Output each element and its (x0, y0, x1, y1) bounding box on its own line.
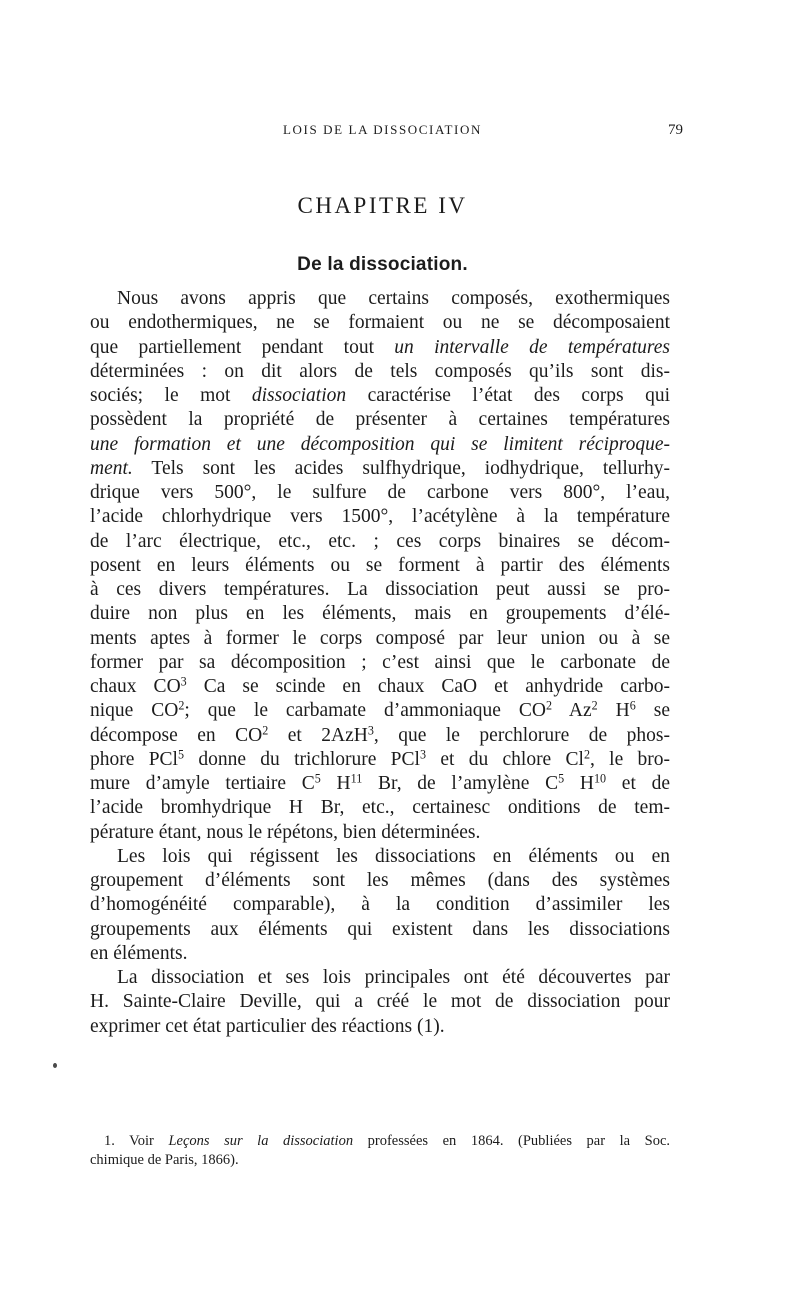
superscript: 3 (419, 747, 427, 762)
text-run: Nous avons appris que certains composés, exothermiques (117, 288, 670, 309)
text-run: 1. Voir (104, 1133, 169, 1149)
text-line (90, 990, 670, 1014)
text-run: que partiellement pendant tout (90, 336, 395, 358)
text-line (90, 918, 670, 942)
text-run: ou endothermiques, ne se formaient ou ne se décomposaient (90, 312, 670, 334)
text-run: se (635, 700, 670, 722)
text-line (90, 772, 670, 796)
text-run: possèdent la propriété de présenter à certaines températures (90, 409, 670, 431)
text-line (90, 821, 670, 845)
chapter-title: CHAPITRE IV (297, 193, 468, 218)
text-line (90, 627, 670, 651)
text-run: et du chlore Cl (426, 748, 584, 770)
text-run: déterminées : on dit alors de tels composés qu’ils sont dis- (90, 360, 670, 382)
text-run: professées en 1864. (Publiées par la Soc. (353, 1133, 670, 1149)
text-run: Ca se scinde en chaux CaO et anhydride carbo- (186, 676, 670, 697)
text-run: Az (552, 700, 592, 722)
text-line (90, 966, 670, 990)
text-run: pérature étant, nous le répétons, bien déterminées. (90, 821, 481, 843)
text-line (90, 893, 670, 917)
italic-text: une formation et une décomposition qui se limitent réciproque- (90, 433, 670, 455)
text-line (90, 796, 670, 820)
superscript: 5 (314, 771, 321, 786)
text-line (90, 530, 670, 554)
superscript: 2 (178, 698, 185, 713)
body-text (90, 287, 670, 1039)
text-line (90, 408, 670, 432)
text-run: H (564, 773, 594, 794)
text-line (90, 1132, 670, 1151)
superscript: 2 (545, 698, 553, 713)
text-run: d’homogénéité comparable), à la condition d’assimiler les (90, 894, 670, 916)
text-run: former par sa décomposition ; c’est ainsi que le carbonate de (90, 651, 670, 673)
text-run: Tels sont les acides sulfhydrique, iodhydrique, tellurhy- (132, 457, 670, 479)
text-run: duire non plus en les éléments, mais en groupements d’élé- (90, 603, 670, 625)
text-run: et 2AzH (268, 724, 368, 746)
text-run: posent en leurs éléments ou se forment à partir des éléments (90, 554, 670, 576)
text-line (90, 481, 670, 505)
text-line (90, 724, 670, 748)
footnote (90, 1132, 670, 1170)
text-run: , que le perchlorure de phos- (373, 724, 670, 746)
text-run: groupement d’éléments sont les mêmes (dans des systèmes (90, 870, 670, 891)
text-run: sociés; le mot (90, 385, 252, 406)
superscript: 11 (350, 771, 363, 786)
text-line (90, 578, 670, 602)
text-run: en éléments. (90, 942, 188, 964)
text-line (90, 748, 670, 772)
running-head (90, 122, 683, 142)
superscript: 10 (594, 771, 607, 786)
superscript: 6 (629, 698, 636, 713)
text-run: H (597, 700, 630, 722)
text-run: donne du trichlorure PCl (184, 748, 420, 770)
text-line (90, 699, 670, 723)
text-run: groupements aux éléments qui existent dans les dissociations (90, 918, 670, 940)
text-run: caractérise l’état des corps qui (346, 385, 670, 406)
text-line (90, 1015, 670, 1039)
text-run: La dissociation et ses lois principales ont été découvertes par (117, 967, 670, 988)
italic-text: dissociation (251, 385, 347, 406)
text-run: mure d’amyle tertiaire C (90, 773, 315, 794)
text-line (90, 505, 670, 529)
text-run: , le bro- (590, 748, 671, 770)
italic-text: ment. (90, 457, 133, 479)
superscript: 2 (583, 747, 590, 762)
text-run: H (320, 773, 351, 794)
text-run: décompose en CO (90, 724, 263, 746)
text-run: à ces divers températures. La dissociation peut aussi se pro- (90, 579, 670, 600)
italic-text: un intervalle de températures (394, 336, 670, 358)
text-line (90, 336, 670, 360)
superscript: 2 (591, 698, 598, 713)
text-run: exprimer cet état particulier des réactions (1). (90, 1015, 445, 1037)
text-run: H. Sainte-Claire Deville, qui a créé le mot de dissociation pour (90, 991, 670, 1013)
superscript: 2 (262, 722, 269, 737)
italic-text: Leçons sur la dissociation (168, 1133, 354, 1149)
text-line (90, 360, 670, 384)
section-title: De la dissociation. (297, 254, 468, 275)
text-line (90, 651, 670, 675)
text-line (90, 384, 670, 408)
superscript: 3 (367, 722, 374, 737)
text-line (90, 433, 670, 457)
margin-mark (53, 1063, 57, 1068)
text-run: nique CO (90, 700, 179, 722)
text-line (90, 869, 670, 893)
text-line (90, 602, 670, 626)
superscript: 5 (558, 771, 565, 786)
text-line (90, 554, 670, 578)
page-number: 79 (668, 122, 683, 138)
text-line (90, 675, 670, 699)
text-run: l’acide chlorhydrique vers 1500°, l’acétylène à la température (90, 506, 670, 528)
text-line (90, 845, 670, 869)
superscript: 5 (177, 747, 185, 762)
text-run: drique vers 500°, le sulfure de carbone vers 800°, l’eau, (90, 482, 670, 503)
text-run: phore PCl (90, 748, 178, 770)
text-run: l’acide bromhydrique H Br, etc., certainesc onditions de tem- (90, 797, 670, 819)
text-line (90, 311, 670, 335)
text-line (90, 1151, 670, 1170)
text-run: Br, de l’amylène C (362, 773, 559, 794)
text-line (90, 942, 670, 966)
superscript: 3 (180, 674, 187, 689)
running-title: LOIS DE LA DISSOCIATION (283, 122, 482, 137)
text-line (90, 457, 670, 481)
text-run: de l’arc électrique, etc., etc. ; ces corps binaires se décom- (90, 530, 670, 552)
text-run: ments aptes à former le corps composé par leur union ou à se (90, 627, 670, 649)
text-run: chimique de Paris, 1866). (90, 1152, 239, 1168)
text-run: Les lois qui régissent les dissociations en éléments ou en (117, 845, 670, 867)
text-run: chaux CO (90, 676, 181, 697)
text-line (90, 287, 670, 311)
text-run: ; que le carbamate d’ammoniaque CO (184, 700, 546, 722)
text-run: et de (606, 773, 671, 794)
